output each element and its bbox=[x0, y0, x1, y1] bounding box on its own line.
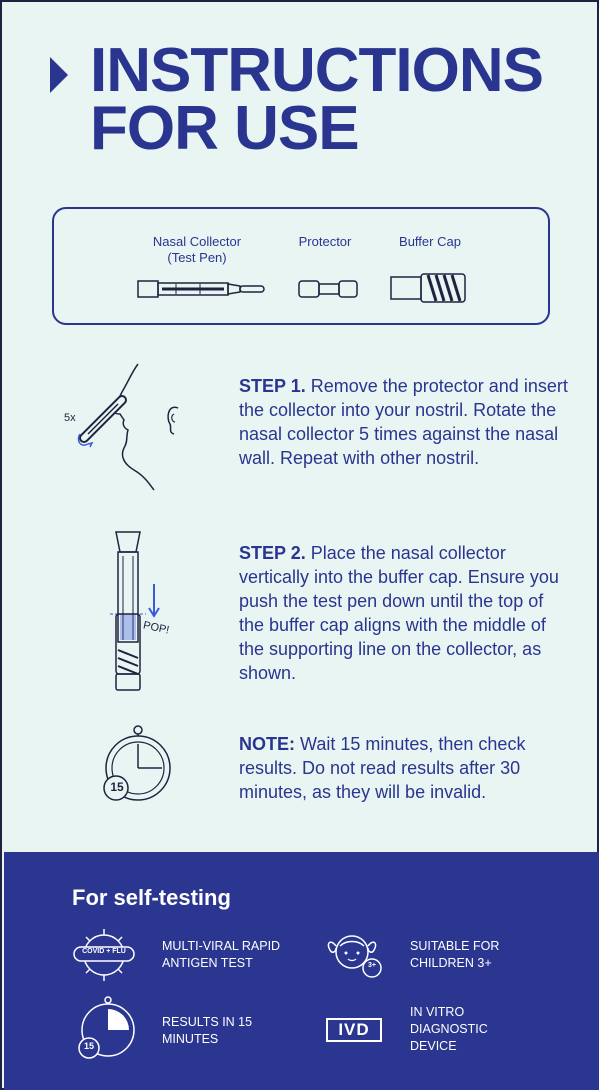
timer-badge: 15 bbox=[83, 1041, 94, 1051]
step-2-label: STEP 2. bbox=[239, 543, 306, 563]
note-body: Wait 15 minutes, then check results. Do not read results after 30 minutes, as they will be invalid. bbox=[239, 734, 526, 802]
test-pen-icon bbox=[136, 275, 268, 303]
buffer-cap-label: Buffer Cap bbox=[399, 234, 461, 249]
feature-4-line3: DEVICE bbox=[410, 1039, 457, 1053]
feature-4-line2: DIAGNOSTIC bbox=[410, 1022, 488, 1036]
ivd-icon: IVD bbox=[326, 1018, 382, 1042]
kit-components-box bbox=[52, 207, 550, 325]
step-2-body: Place the nasal collector vertically into the buffer cap. Ensure you push the test pen down until the top of the buffer cap aligns with the middle of the supporting line on the collector, as shown. bbox=[239, 543, 559, 683]
feature-4-line1: IN VITRO bbox=[410, 1005, 465, 1019]
age-badge: 3+ bbox=[368, 962, 376, 969]
page-title bbox=[90, 36, 590, 163]
title-line-2: FOR USE bbox=[90, 94, 359, 163]
feature-2-line2: CHILDREN 3+ bbox=[410, 956, 492, 970]
note-label: NOTE: bbox=[239, 734, 295, 754]
footer-title: For self-testing bbox=[72, 885, 231, 910]
step-1-body: Remove the protector and insert the collector into your nostril. Rotate the nasal collector 5 times against the nasal wall. Repeat with other nostril. bbox=[239, 376, 568, 468]
pop-label: POP! bbox=[142, 619, 171, 637]
covid-flu-badge: COVID + FLU bbox=[82, 948, 126, 955]
feature-1-line1: MULTI-VIRAL RAPID bbox=[162, 939, 281, 953]
feature-children bbox=[410, 938, 499, 972]
note-text bbox=[239, 732, 559, 804]
feature-results-time bbox=[162, 1014, 252, 1048]
feature-multi-viral bbox=[162, 938, 280, 972]
timer-icon bbox=[76, 996, 138, 1062]
step-2-text bbox=[239, 541, 569, 685]
title-line-1: INSTRUCTIONS bbox=[90, 36, 543, 105]
pen-into-cap-illustration bbox=[106, 530, 176, 692]
feature-3-line2: MINUTES bbox=[162, 1032, 219, 1046]
step-1-text bbox=[239, 374, 569, 470]
protector-icon bbox=[298, 279, 360, 299]
nasal-collector-label bbox=[142, 234, 252, 266]
rotation-count-label: 5x bbox=[64, 412, 76, 424]
child-face-icon bbox=[324, 928, 386, 980]
nose-insertion-illustration bbox=[58, 364, 208, 494]
timer-minutes-label: 15 bbox=[110, 780, 124, 794]
feature-2-line1: SUITABLE FOR bbox=[410, 939, 500, 953]
chevron-right-icon bbox=[50, 57, 68, 93]
step-1-label: STEP 1. bbox=[239, 376, 306, 396]
buffer-cap-icon bbox=[390, 273, 468, 303]
footer-band bbox=[4, 852, 599, 1090]
feature-ivd bbox=[410, 1004, 488, 1055]
nasal-collector-label-line2: (Test Pen) bbox=[167, 250, 227, 265]
feature-3-line1: RESULTS IN 15 bbox=[162, 1015, 253, 1029]
protector-label: Protector bbox=[298, 234, 352, 249]
nasal-collector-label-line1: Nasal Collector bbox=[152, 234, 242, 249]
virus-icon bbox=[72, 928, 136, 982]
feature-1-line2: ANTIGEN TEST bbox=[162, 956, 253, 970]
